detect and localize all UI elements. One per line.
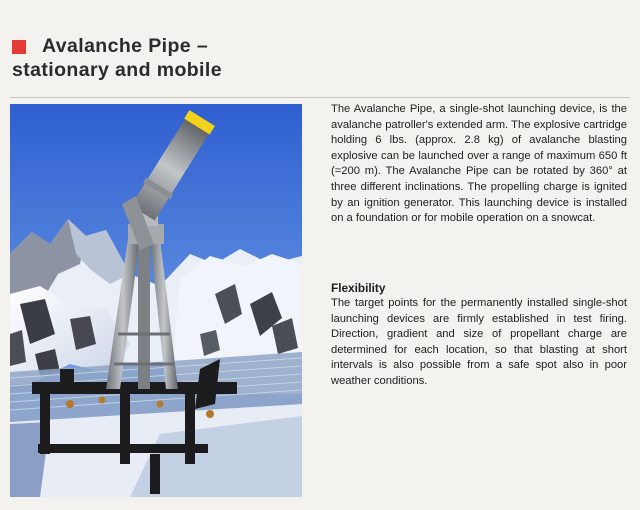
intro-paragraph-text: The Avalanche Pipe, a single-shot launching device, is the avalanche patroller's extended arm. The explosive cartridge holding 6 lbs. (approx. 2.8 kg) of avalanche blasting explosive can be launched over a range of maximum 650 ft (=200 m). The Avalanche Pipe can be rotated by 360° at three different inclinations. The propelling charge is ignited by an ignition generator. This launching device is installed on a foundation or for mobile operation on a snowcat.: [331, 103, 627, 225]
title-bullet-square: [12, 40, 26, 54]
title-line-1: Avalanche Pipe –: [42, 35, 209, 57]
avalanche-pipe-photo: [10, 104, 302, 497]
intro-paragraph: [331, 102, 627, 227]
flexibility-heading: Flexibility: [331, 281, 386, 295]
header-divider: [10, 97, 630, 98]
flexibility-paragraph: [331, 296, 627, 390]
flexibility-paragraph-text: The target points for the permanently installed single-shot launching devices are firmly established in test firing. Direction, gradient and size of propellant charge are determined for each location, so that blasting at short intervals is also possible from a safe spot also in poor weather conditions.: [331, 297, 627, 387]
page-title: [12, 34, 222, 82]
title-line-2: stationary and mobile: [12, 59, 222, 81]
